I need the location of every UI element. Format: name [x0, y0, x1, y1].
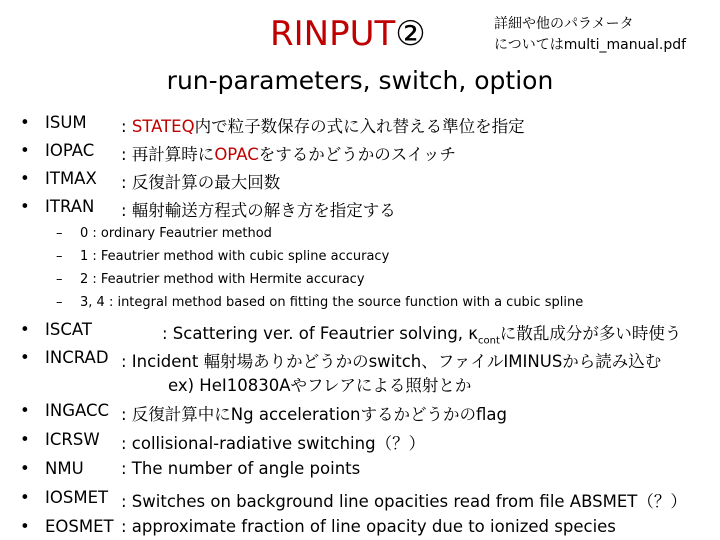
- slide-title-number: ②: [395, 14, 426, 54]
- param-desc: : 反復計算の最大回数: [121, 173, 281, 192]
- bullet: •: [20, 488, 30, 507]
- param-desc: : 反復計算中にNg accelerationするかどうかのflag: [121, 405, 507, 424]
- dash: –: [56, 226, 63, 241]
- itran-option-text: 1 : Feautrier method with cubic spline accuracy: [80, 249, 390, 264]
- param-desc: : Switches on background line opacities read from file ABSMET（？）: [121, 492, 687, 511]
- manual-note-line-1: 詳細や他のパラメータ: [494, 16, 634, 32]
- itran-option-text: 0 : ordinary Feautrier method: [80, 226, 272, 241]
- itran-option-text: 2 : Feautrier method with Hermite accuracy: [80, 272, 365, 287]
- param-key: NMU: [45, 459, 84, 478]
- param-key: IOSMET: [45, 488, 109, 507]
- slide-subtitle: run-parameters, switch, option: [166, 66, 554, 95]
- param-key: ICRSW: [45, 430, 100, 449]
- param-key: INCRAD: [45, 348, 109, 367]
- bullet: •: [20, 517, 30, 536]
- dash: –: [56, 295, 63, 310]
- bullet: •: [20, 197, 30, 216]
- param-desc: : 輻射輸送方程式の解き方を指定する: [121, 201, 396, 220]
- param-key: ISUM: [45, 113, 87, 132]
- param-key: IOPAC: [45, 141, 95, 160]
- manual-note: [494, 14, 686, 56]
- dash: –: [56, 249, 63, 264]
- bullet: •: [20, 430, 30, 449]
- slide-title-text: RINPUT: [270, 14, 396, 54]
- param-key: ITMAX: [45, 169, 97, 188]
- param-desc: : The number of angle points: [121, 459, 361, 478]
- itran-option-text: 3, 4 : integral method based on fitting the source function with a cubic spline: [80, 295, 584, 310]
- bullet: •: [20, 169, 30, 188]
- param-key: INGACC: [45, 401, 110, 420]
- bullet: •: [20, 459, 30, 478]
- dash: –: [56, 272, 63, 287]
- param-desc: : Incident 輻射場ありかどうかのswitch、ファイルIMINUSから読み込む: [121, 352, 662, 371]
- param-key: EOSMET: [45, 517, 114, 536]
- param-key: ISCAT: [45, 320, 92, 339]
- bullet: •: [20, 113, 30, 132]
- bullet: •: [20, 320, 30, 339]
- param-desc: : STATEQ内で粒子数保存の式に入れ替える準位を指定: [121, 117, 525, 136]
- bullet: •: [20, 401, 30, 420]
- param-desc: : Scattering ver. of Feautrier solving, $\kappa_{cont}$に散乱成分が多い時使う: [162, 324, 682, 347]
- bullet: •: [20, 348, 30, 367]
- slide-title: [270, 14, 426, 54]
- bullet: •: [20, 141, 30, 160]
- manual-note-line-2: についてはmulti_manual.pdf: [494, 37, 687, 53]
- param-desc: : 再計算時にOPACをするかどうかのスイッチ: [121, 145, 457, 164]
- param-desc: : approximate fraction of line opacity due to ionized species: [121, 517, 616, 536]
- param-key: ITRAN: [45, 197, 95, 216]
- incrad-example: ex) HeI10830Aやフレアによる照射とか: [168, 376, 472, 395]
- param-desc: : collisional-radiative switching（？）: [121, 434, 426, 453]
